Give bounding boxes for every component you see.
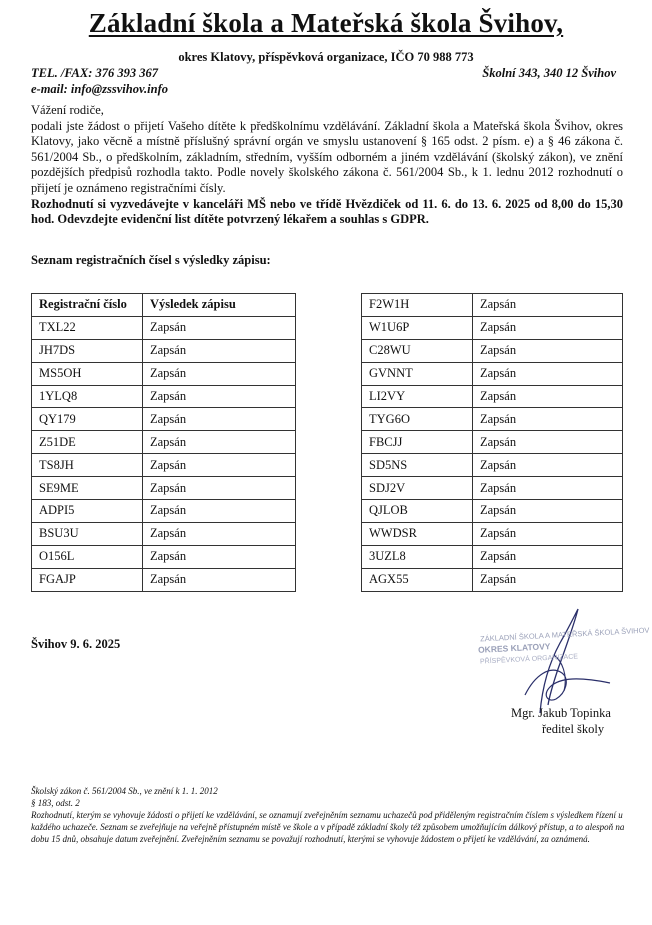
table-row (362, 294, 623, 317)
registration-number-cell: SE9ME (32, 477, 143, 500)
table-row (32, 568, 296, 591)
table-row (362, 316, 623, 339)
column-header-registration-number: Registrační číslo (32, 294, 143, 317)
registration-number-cell: 1YLQ8 (32, 385, 143, 408)
table-row (362, 431, 623, 454)
result-cell: Zapsán (143, 431, 296, 454)
table-row (362, 522, 623, 545)
result-cell: Zapsán (143, 362, 296, 385)
table-row (32, 385, 296, 408)
registration-number-cell: O156L (32, 545, 143, 568)
stamp-district: OKRES KLATOVY (477, 641, 551, 655)
registration-number-cell: WWDSR (362, 522, 473, 545)
footnote-section: § 183, odst. 2 (31, 798, 80, 808)
result-cell: Zapsán (143, 568, 296, 591)
registration-number-cell: TXL22 (32, 316, 143, 339)
table-header-row (32, 294, 296, 317)
registration-number-cell: TYG6O (362, 408, 473, 431)
result-cell: Zapsán (473, 568, 623, 591)
signatory-name: Mgr. Jakub Topinka (511, 706, 611, 720)
table-row (362, 385, 623, 408)
table-row (362, 362, 623, 385)
contact-email: e-mail: info@zssvihov.info (31, 82, 169, 96)
school-address: Školní 343, 340 12 Švihov (482, 66, 616, 80)
result-cell: Zapsán (473, 408, 623, 431)
result-cell: Zapsán (473, 545, 623, 568)
footnote-law: Školský zákon č. 561/2004 Sb., ve znění k 1. 1. 2012 (31, 786, 218, 796)
table-row (32, 500, 296, 523)
school-title: Základní škola a Mateřská škola Švihov, (88, 8, 564, 38)
footnote-text: Rozhodnutí, kterým se vyhovuje žádosti o přijetí ke vzdělávání, se oznamují zveřejněním seznamu uchazečů pod přiděleným registračním číslem s výsledkem řízení u každého uchazeče. Seznam se zveřejňuje na veřejně přístupném místě ve škole a v případě základní školy též způsobem umožňujícím dálkový přístup, a to alespoň na dobu 15 dnů, obsahuje datum zveřejnění. Zveřejněním seznamu se považují rozhodnutí, kterými se vyhovuje žádostem o přijetí ke vzdělávání, za oznámená. (31, 810, 625, 844)
result-cell: Zapsán (473, 500, 623, 523)
registration-number-cell: FBCJJ (362, 431, 473, 454)
school-subtitle: okres Klatovy, příspěvková organizace, IČO 70 988 773 (178, 50, 474, 64)
table-row (362, 500, 623, 523)
result-cell: Zapsán (143, 500, 296, 523)
result-cell: Zapsán (473, 294, 623, 317)
result-cell: Zapsán (143, 522, 296, 545)
registration-number-cell: Z51DE (32, 431, 143, 454)
result-cell: Zapsán (143, 339, 296, 362)
table-row (362, 477, 623, 500)
table-row (362, 568, 623, 591)
registration-number-cell: C28WU (362, 339, 473, 362)
place-and-date: Švihov 9. 6. 2025 (31, 637, 121, 651)
list-heading: Seznam registračních čísel s výsledky zápisu: (31, 253, 271, 267)
result-cell: Zapsán (143, 385, 296, 408)
letter-paragraph: podali jste žádost o přijetí Vašeho dítěte k předškolnímu vzdělávání. Základní škola a Mateřská škola Švihov, okres Klatovy, jako věcně a místně příslušný správní orgán ve smyslu ustanovení § 165 odst. 2 písm. e) a § 46 zákona č. 561/2004 Sb., o předškolním, základním, středním, vyšším odborném a jiném vzdělávání (školský zákon), ve znění pozdějších předpisů rozhodla takto. Podle novely školského zákona č. 561/2004 Sb., k 1. lednu 2012 rozhodnutí o přijetí je oznámeno registračními čísly. (31, 118, 623, 195)
stamp-organization: PŘÍSPĚVKOVÁ ORGANIZACE (479, 653, 579, 666)
table-row (32, 339, 296, 362)
registration-number-cell: QY179 (32, 408, 143, 431)
registration-number-cell: AGX55 (362, 568, 473, 591)
letter-greeting: Vážení rodiče, (31, 103, 104, 117)
legal-footnotes (31, 785, 631, 845)
signatory-role: ředitel školy (542, 722, 605, 736)
result-cell: Zapsán (473, 316, 623, 339)
column-header-result: Výsledek zápisu (143, 294, 296, 317)
registration-number-cell: GVNNT (362, 362, 473, 385)
result-cell: Zapsán (143, 545, 296, 568)
table-row (32, 522, 296, 545)
result-cell: Zapsán (473, 385, 623, 408)
table-row (32, 408, 296, 431)
result-cell: Zapsán (143, 454, 296, 477)
result-cell: Zapsán (473, 339, 623, 362)
registration-number-cell: MS5OH (32, 362, 143, 385)
result-cell: Zapsán (143, 408, 296, 431)
registration-number-cell: SD5NS (362, 454, 473, 477)
registration-number-cell: 3UZL8 (362, 545, 473, 568)
table-row (32, 362, 296, 385)
table-row (362, 454, 623, 477)
registration-number-cell: TS8JH (32, 454, 143, 477)
result-cell: Zapsán (473, 522, 623, 545)
result-cell: Zapsán (473, 362, 623, 385)
registration-number-cell: LI2VY (362, 385, 473, 408)
stamp-school-name: ZÁKLADNÍ ŠKOLA A MATEŘSKÁ ŠKOLA ŠVIHOV (479, 625, 650, 644)
letter-body (31, 103, 623, 228)
registration-number-cell: JH7DS (32, 339, 143, 362)
result-cell: Zapsán (473, 454, 623, 477)
registration-number-cell: ADPI5 (32, 500, 143, 523)
registration-number-cell: FGAJP (32, 568, 143, 591)
pickup-notice: Rozhodnutí si vyzvedávejte v kanceláři MŠ nebo ve třídě Hvězdiček od 11. 6. do 13. 6. 2025 od 8,00 do 15,30 hod. Odevzdejte evidenční list dítěte potvrzený lékařem a souhlas s GDPR. (31, 196, 623, 227)
registration-table-right (361, 293, 623, 592)
result-cell: Zapsán (473, 477, 623, 500)
registration-table-left (31, 293, 296, 592)
registration-number-cell: QJLOB (362, 500, 473, 523)
table-row (362, 339, 623, 362)
table-row (32, 477, 296, 500)
registration-number-cell: SDJ2V (362, 477, 473, 500)
table-row (362, 408, 623, 431)
registration-number-cell: W1U6P (362, 316, 473, 339)
registration-number-cell: BSU3U (32, 522, 143, 545)
table-row (32, 545, 296, 568)
result-cell: Zapsán (143, 477, 296, 500)
result-cell: Zapsán (143, 316, 296, 339)
result-cell: Zapsán (473, 431, 623, 454)
registration-number-cell: F2W1H (362, 294, 473, 317)
table-row (32, 454, 296, 477)
table-row (32, 431, 296, 454)
table-row (362, 545, 623, 568)
table-row (32, 316, 296, 339)
contact-phone: TEL. /FAX: 376 393 367 (31, 66, 158, 80)
